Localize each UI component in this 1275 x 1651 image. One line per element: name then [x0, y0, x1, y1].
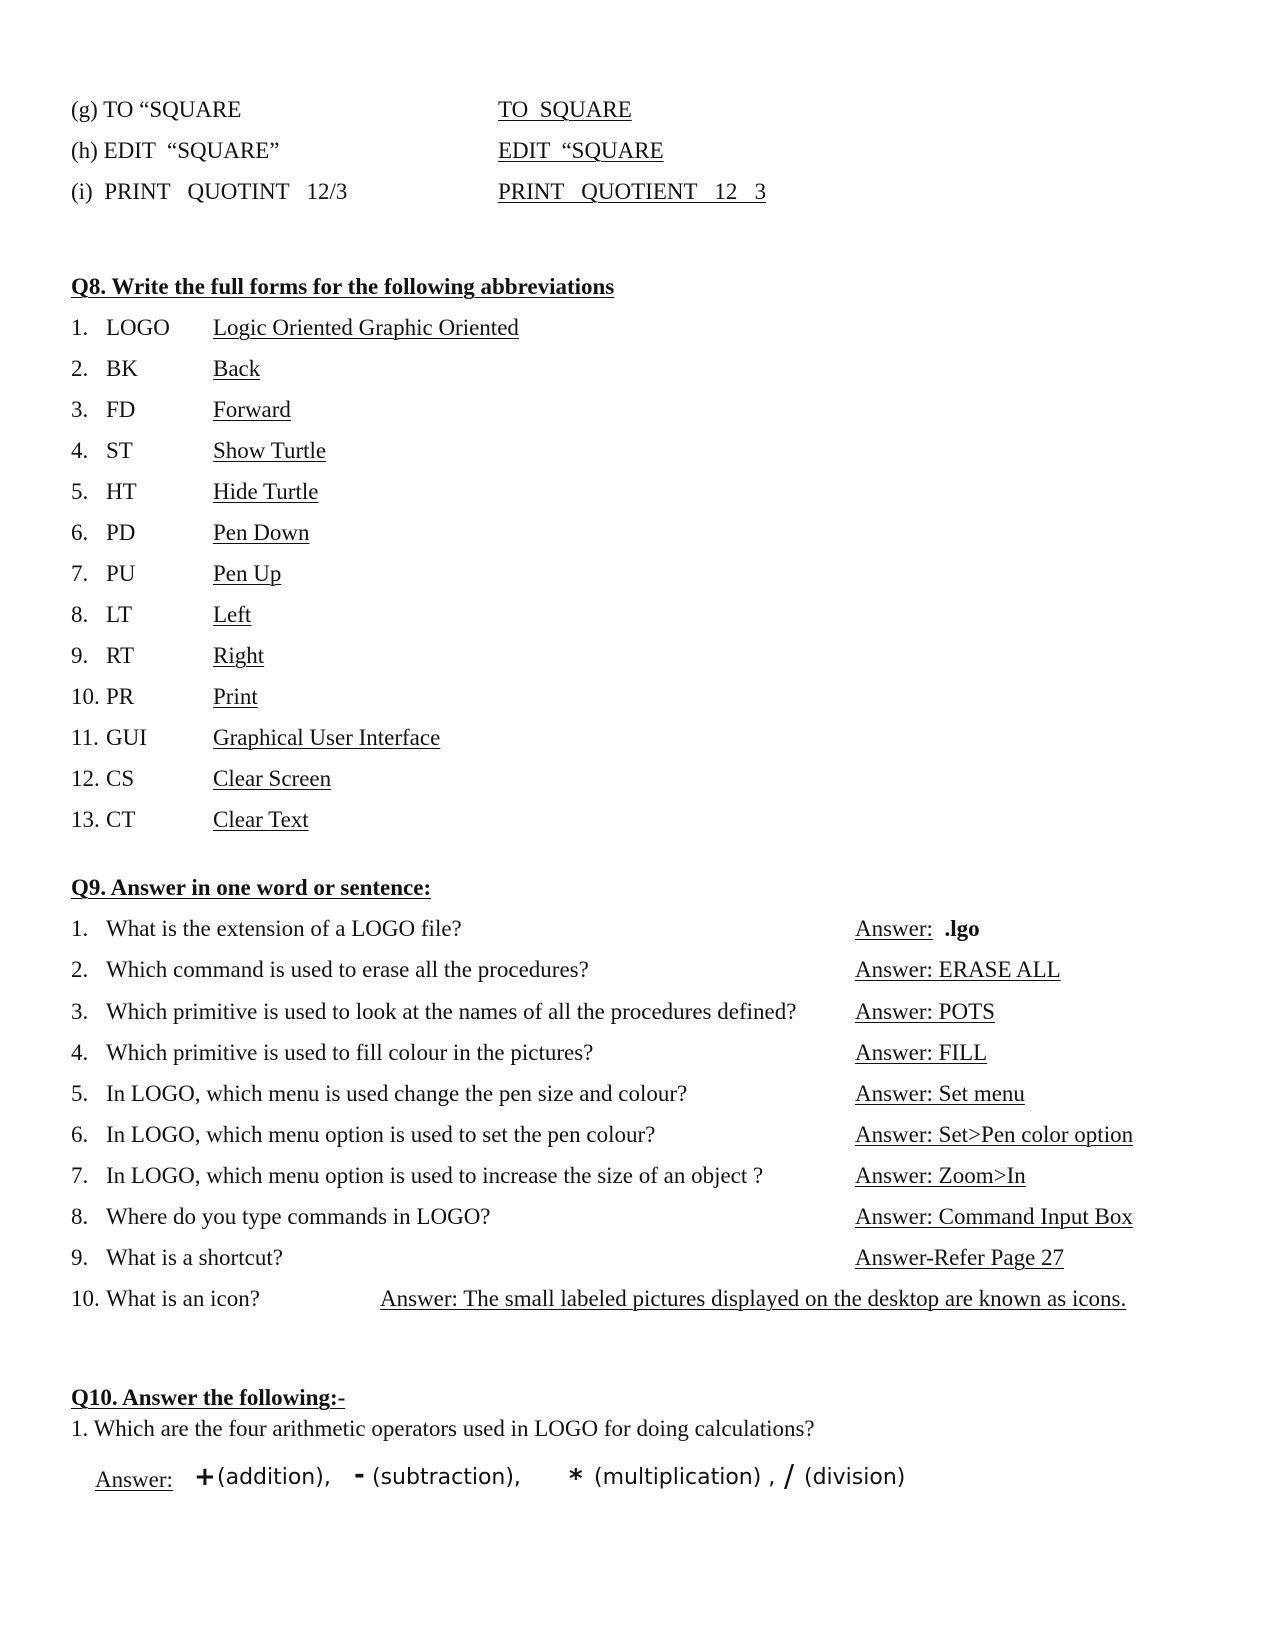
- q9-question-2: Which command is used to erase all the procedures?: [106, 957, 589, 982]
- q9-num-10: 10.: [71, 1286, 100, 1311]
- q8-num-7: 7.: [71, 561, 89, 586]
- q8-abbr-13: CT: [106, 807, 136, 832]
- q9-num-3: 3.: [71, 999, 89, 1024]
- q9-question-4: Which primitive is used to fill colour in the pictures?: [106, 1040, 594, 1065]
- q9-answer-5: Answer: Set menu: [855, 1081, 1025, 1106]
- correction-h-right: EDIT “SQUARE: [498, 138, 664, 163]
- q9-question-5: In LOGO, which menu is used change the pen size and colour?: [106, 1081, 688, 1106]
- q8-full-2: Back: [213, 356, 261, 381]
- q8-num-6: 6.: [71, 520, 89, 545]
- q8-num-2: 2.: [71, 356, 89, 381]
- q8-num-5: 5.: [71, 479, 89, 504]
- q9-answer-1: [855, 917, 980, 940]
- q8-full-6: Pen Down: [213, 520, 310, 545]
- correction-i-wrong: (i) PRINT QUOTINT 12/3: [71, 179, 348, 204]
- q9-num-2: 2.: [71, 957, 89, 982]
- q10-answer-label: Answer:: [95, 1467, 173, 1492]
- q8-abbr-10: PR: [106, 684, 135, 709]
- operator-multiplication: (multiplication) ,: [594, 1465, 776, 1490]
- q8-full-7: Pen Up: [213, 561, 282, 586]
- q9-heading: Q9. Answer in one word or sentence:: [71, 875, 432, 900]
- q8-full-9: Right: [213, 643, 265, 668]
- q8-full-11: Graphical User Interface: [213, 725, 441, 750]
- q9-answer-7: Answer: Zoom>In: [855, 1163, 1026, 1188]
- q8-full-5: Hide Turtle: [213, 479, 319, 504]
- q9-num-1: 1.: [71, 916, 89, 941]
- correction-g-right: TO SQUARE: [498, 97, 632, 122]
- asterisk-symbol: *: [569, 1464, 583, 1494]
- operator-subtraction: (subtraction),: [372, 1465, 521, 1490]
- q9-answer-4: Answer: FILL: [855, 1040, 988, 1065]
- q9-answer-10: Answer: The small labeled pictures displayed on the desktop are known as icons.: [380, 1286, 1127, 1311]
- q9-question-9: What is a shortcut?: [106, 1245, 283, 1270]
- q8-num-13: 13.: [71, 807, 100, 832]
- q10-heading: Q10. Answer the following:-: [71, 1385, 346, 1410]
- q8-abbr-12: CS: [106, 766, 135, 791]
- q9-answer-1-value: .lgo: [944, 916, 980, 941]
- q8-abbr-6: PD: [106, 520, 136, 545]
- q8-num-10: 10.: [71, 684, 100, 709]
- slash-symbol: /: [784, 1459, 795, 1494]
- q10-question: 1. Which are the four arithmetic operators used in LOGO for doing calculations?: [71, 1416, 815, 1441]
- q8-num-3: 3.: [71, 397, 89, 422]
- q8-full-13: Clear Text: [213, 807, 309, 832]
- q8-abbr-8: LT: [106, 602, 132, 627]
- q8-abbr-2: BK: [106, 356, 138, 381]
- q9-question-10: What is an icon?: [106, 1286, 260, 1311]
- q9-answer-9: Answer-Refer Page 27: [855, 1245, 1065, 1270]
- q8-num-4: 4.: [71, 438, 89, 463]
- q8-num-11: 11.: [71, 725, 99, 750]
- q9-num-6: 6.: [71, 1122, 89, 1147]
- operator-division: (division): [804, 1465, 906, 1490]
- q8-num-9: 9.: [71, 643, 89, 668]
- q8-abbr-9: RT: [106, 643, 135, 668]
- q9-answer-3: Answer: POTS: [855, 999, 995, 1024]
- q8-abbr-4: ST: [106, 438, 133, 463]
- q9-question-3: Which primitive is used to look at the names of all the procedures defined?: [106, 999, 797, 1024]
- q8-abbr-7: PU: [106, 561, 136, 586]
- q9-num-7: 7.: [71, 1163, 89, 1188]
- q8-full-1: Logic Oriented Graphic Oriented: [213, 315, 519, 340]
- q9-answer-8: Answer: Command Input Box: [855, 1204, 1133, 1229]
- correction-h-wrong: (h) EDIT “SQUARE”: [71, 138, 280, 163]
- q8-abbr-3: FD: [106, 397, 136, 422]
- operator-addition: (addition),: [217, 1465, 331, 1490]
- q9-num-4: 4.: [71, 1040, 89, 1065]
- q9-question-8: Where do you type commands in LOGO?: [106, 1204, 491, 1229]
- q9-question-6: In LOGO, which menu option is used to set the pen colour?: [106, 1122, 656, 1147]
- q8-full-8: Left: [213, 602, 252, 627]
- plus-symbol: +: [194, 1462, 216, 1492]
- q9-answer-1-prefix: Answer:: [855, 916, 933, 941]
- q9-num-9: 9.: [71, 1245, 89, 1270]
- q9-answer-2: Answer: ERASE ALL: [855, 957, 1061, 982]
- correction-i-right: PRINT QUOTIENT 12 3: [498, 179, 767, 204]
- q8-full-4: Show Turtle: [213, 438, 327, 463]
- correction-g-wrong: (g) TO “SQUARE: [71, 97, 242, 122]
- q9-question-7: In LOGO, which menu option is used to increase the size of an object ?: [106, 1163, 764, 1188]
- q8-full-10: Print: [213, 684, 258, 709]
- q9-num-5: 5.: [71, 1081, 89, 1106]
- q8-num-1: 1.: [71, 315, 89, 340]
- q8-heading: Q8. Write the full forms for the following abbreviations: [71, 274, 615, 299]
- minus-symbol: -: [354, 1460, 365, 1490]
- q8-abbr-1: LOGO: [106, 315, 170, 340]
- q8-full-3: Forward: [213, 397, 291, 422]
- q8-num-12: 12.: [71, 766, 100, 791]
- q8-abbr-11: GUI: [106, 725, 147, 750]
- q8-num-8: 8.: [71, 602, 89, 627]
- q8-abbr-5: HT: [106, 479, 137, 504]
- q8-full-12: Clear Screen: [213, 766, 332, 791]
- q9-question-1: What is the extension of a LOGO file?: [106, 916, 462, 941]
- q9-answer-6: Answer: Set>Pen color option: [855, 1122, 1134, 1147]
- q9-num-8: 8.: [71, 1204, 89, 1229]
